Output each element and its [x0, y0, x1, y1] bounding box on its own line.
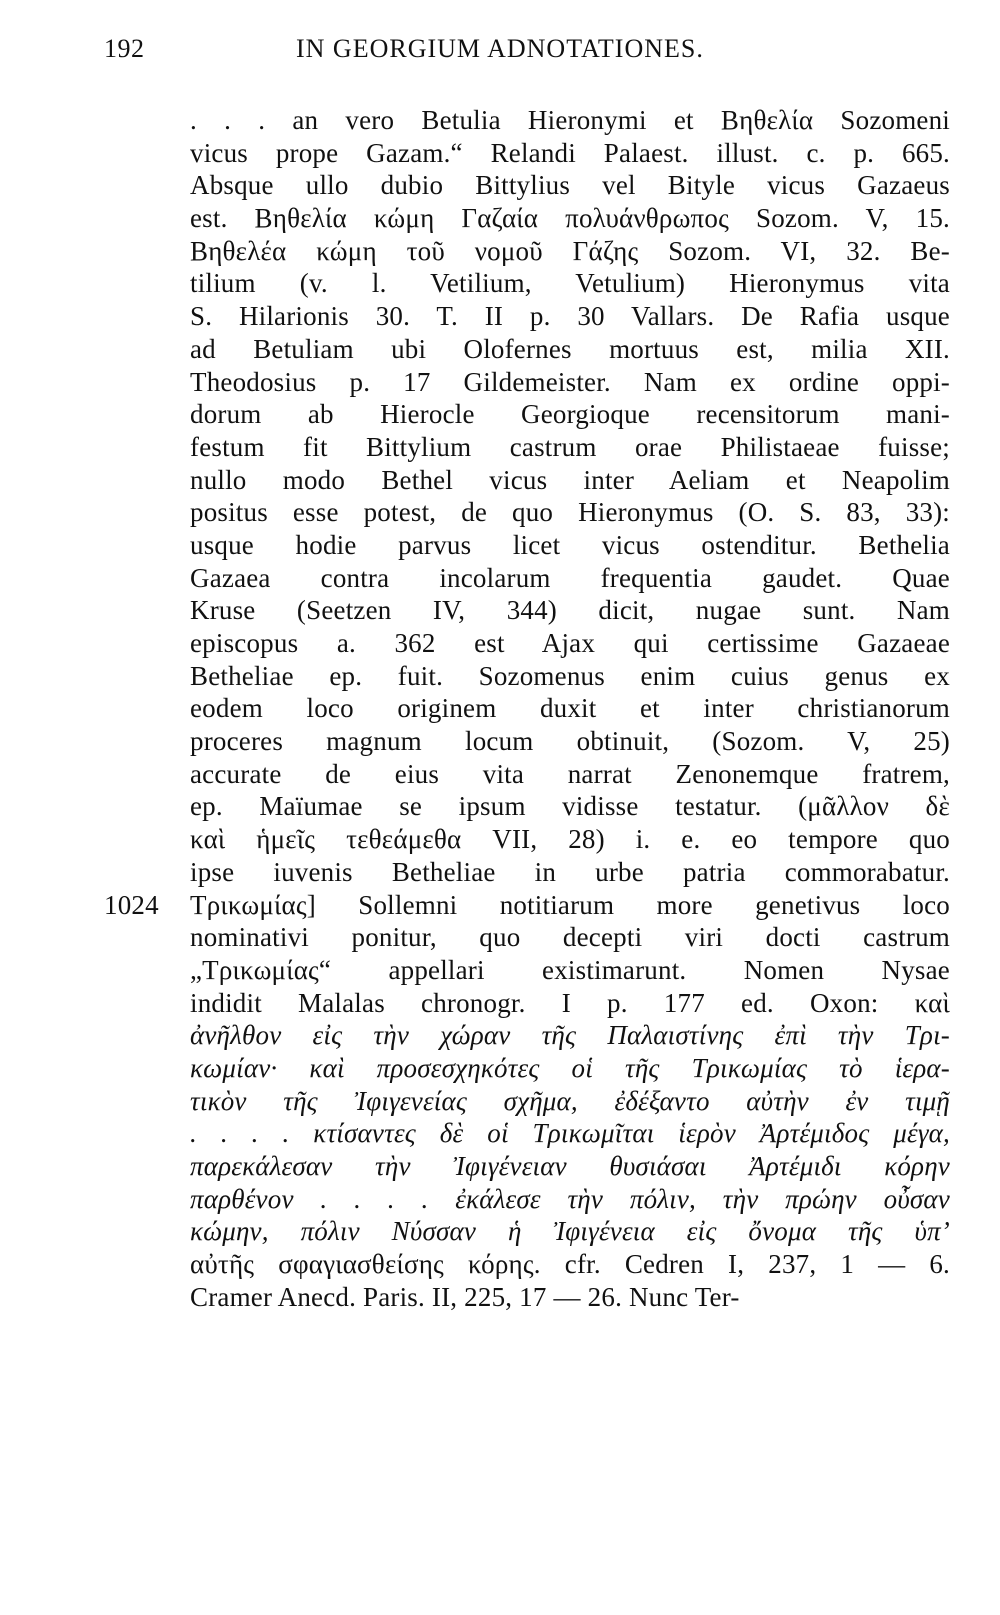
page-header — [82, 28, 952, 68]
text-line: καὶ ἡμεῖς τεθεάμεθα VII, 28) i. e. eo tempore quo — [190, 824, 950, 855]
text-line: accurate de eius vita narrat Zenonemque fratrem, — [190, 758, 950, 789]
text-line: Theodosius p. 17 Gildemeister. Nam ex ordine oppi- — [190, 366, 950, 397]
greek-quote-line: κώμην, πόλιν Νύσσαν ἡ Ἰφιγένεια εἰς ὄνομα τῆς ὑπ’ — [190, 1216, 950, 1247]
text-line: . . . an vero Betulia Hieronymi et Βηθελία Sozomeni — [190, 105, 950, 135]
text-line: „Τρικωμίας“ appellari existimarunt. Nomen Nysae — [190, 954, 950, 985]
line-number-1024: 1024 — [104, 889, 159, 920]
text-line: vicus prope Gazam.“ Relandi Palaest. illust. c. p. 665. — [190, 137, 950, 168]
text-body — [104, 104, 950, 1313]
text-line: Cramer Anecd. Paris. II, 225, 17 — 26. Nunc Ter- — [190, 1281, 740, 1312]
text-line: est. Βηθελία κώμη Γαζαία πολυάνθρωπος Sozom. V, 15. — [190, 203, 950, 234]
text-line: Kruse (Seetzen IV, 344) dicit, nugae sunt. Nam — [190, 595, 950, 626]
greek-quote-line: κωμίαν· καὶ προσεσχηκότες οἱ τῆς Τρικωμίας τὸ ἱερα- — [190, 1052, 950, 1083]
greek-quote-line: . . . . κτίσαντες δὲ οἱ Τρικωμῖται ἱερὸν Ἀρτέμιδος μέγα, — [190, 1118, 950, 1149]
text-line: indidit Malalas chronogr. I p. 177 ed. Oxon: καὶ — [190, 987, 950, 1018]
text-line: Βηθελέα κώμη τοῦ νομοῦ Γάζης Sozom. VI, 32. Be- — [190, 235, 950, 266]
text-line: nullo modo Bethel vicus inter Aeliam et Neapolim — [190, 464, 950, 495]
text-line: tilium (v. l. Vetilium, Vetulium) Hieronymus vita — [190, 268, 950, 299]
text-line: S. Hilarionis 30. T. II p. 30 Vallars. De Rafia usque — [190, 301, 950, 332]
text-line: usque hodie parvus licet vicus ostenditur. Bethelia — [190, 529, 950, 560]
text-line-content: Τρικωμίας] Sollemni notitiarum more genetivus loco — [190, 889, 950, 920]
text-line: Absque ullo dubio Bittylius vel Bityle vicus Gazaeus — [190, 170, 950, 201]
text-line: festum fit Bittylium castrum orae Philistaeae fuisse; — [190, 431, 950, 462]
greek-quote-line: παρθένον . . . . ἐκάλεσε τὴν πόλιν, τὴν πρώην οὖσαν — [190, 1183, 950, 1214]
text-line: episcopus a. 362 est Ajax qui certissime Gazaeae — [190, 628, 950, 658]
text-line: eodem loco originem duxit et inter christianorum — [190, 693, 950, 724]
text-line: proceres magnum locum obtinuit, (Sozom. V, 25) — [190, 726, 950, 757]
text-line: ipse iuvenis Betheliae in urbe patria commorabatur. — [190, 856, 950, 887]
text-line: ad Betuliam ubi Olofernes mortuus est, milia XII. — [190, 333, 950, 364]
greek-quote-line: παρεκάλεσαν τὴν Ἰφιγένειαν θυσιάσαι Ἀρτέμιδι κόρην — [190, 1151, 950, 1181]
text-line-with-margin-number — [104, 889, 950, 922]
text-line: Betheliae ep. fuit. Sozomenus enim cuius genus ex — [190, 660, 950, 691]
greek-quote-line: τικὸν τῆς Ἰφιγενείας σχῆμα, ἐδέξαντο αὐτὴν ἐν τιμῇ — [190, 1085, 950, 1116]
text-line: positus esse potest, de quo Hieronymus (O. S. 83, 33): — [190, 497, 950, 528]
text-line: dorum ab Hierocle Georgioque recensitorum mani- — [190, 399, 950, 430]
text-line: Gazaea contra incolarum frequentia gaudet. Quae — [190, 562, 950, 593]
running-head: IN GEORGIUM ADNOTATIONES. — [296, 34, 704, 63]
page-number: 192 — [104, 34, 145, 63]
text-line: ep. Maïumae se ipsum vidisse testatur. (μᾶλλον δὲ — [190, 791, 950, 822]
text-line: αὐτῆς σφαγιασθείσης κόρης. cfr. Cedren I, 237, 1 — 6. — [190, 1249, 950, 1280]
text-line: nominativi ponitur, quo decepti viri docti castrum — [190, 922, 950, 953]
greek-quote-line: ἀνῆλθον εἰς τὴν χώραν τῆς Παλαιστίνης ἐπὶ τὴν Τρι- — [190, 1020, 950, 1051]
